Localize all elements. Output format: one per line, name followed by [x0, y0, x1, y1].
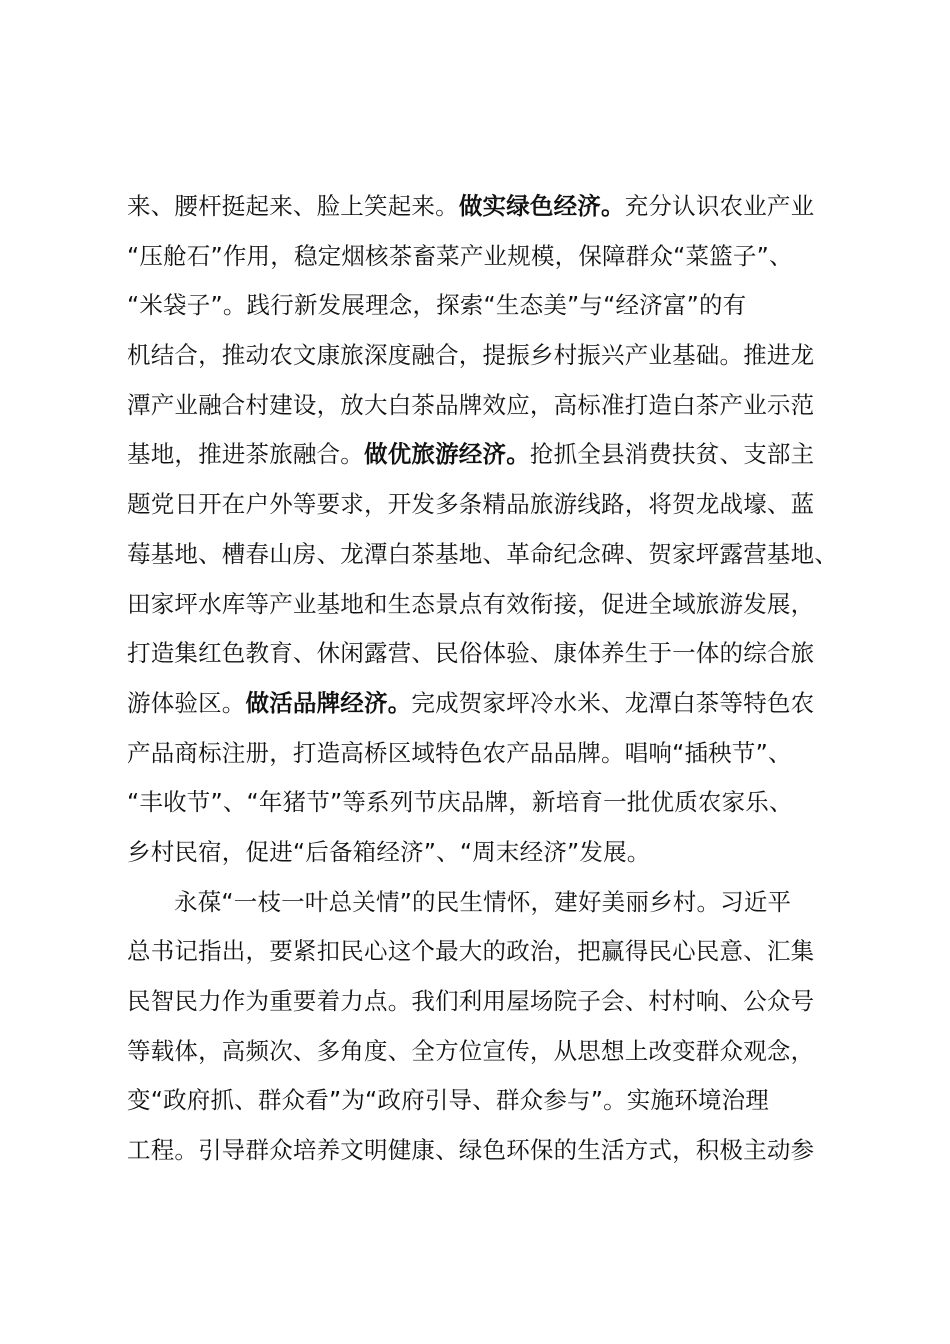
text-run: 潭产业融合村建设，放大白茶品牌效应，高标准打造白茶产业示范 [127, 390, 815, 419]
text-line [127, 828, 837, 878]
text-run: “压舱石”作用，稳定烟核茶畜菜产业规模，保障群众“菜篮子”、 [127, 241, 793, 270]
text-run: 田家坪水库等产业基地和生态景点有效衔接，促进全域旅游发展， [127, 589, 815, 618]
text-line [127, 430, 837, 480]
text-run: 完成贺家坪冷水米、龙潭白茶等特色农 [411, 688, 815, 717]
text-line [127, 580, 837, 630]
text-line [127, 530, 837, 580]
bold-heading-run: 做优旅游经济。 [364, 440, 530, 469]
text-line [127, 1027, 837, 1077]
text-line [127, 331, 837, 381]
text-run: “米袋子”。践行新发展理念，探索“生态美”与“经济富”的有 [127, 291, 747, 320]
text-run: 基地，推进茶旅融合。 [127, 440, 364, 469]
text-line [127, 977, 837, 1027]
text-line [127, 729, 837, 779]
text-line [127, 927, 837, 977]
text-line [127, 878, 837, 928]
text-run: 莓基地、槽春山房、龙潭白茶基地、革命纪念碑、贺家坪露营基地、 [127, 539, 838, 568]
text-run: 机结合，推动农文康旅深度融合，提振乡村振兴产业基础。推进龙 [127, 341, 815, 370]
text-line [127, 679, 837, 729]
text-run: 抢抓全县消费扶贫、支部主 [529, 440, 815, 469]
text-line [127, 232, 837, 282]
text-run: 等载体，高频次、多角度、全方位宣传，从思想上改变群众观念， [127, 1036, 815, 1065]
bold-heading-run: 做实绿色经济。 [458, 192, 625, 220]
text-line [127, 1076, 837, 1126]
text-run: 总书记指出，要紧扣民心这个最大的政治，把赢得民心民意、汇集 [127, 937, 815, 966]
text-run: 来、腰杆挺起来、脸上笑起来。 [127, 192, 459, 220]
text-run: 永葆“一枝一叶总关情”的民生情怀，建好美丽乡村。习近平 [174, 887, 792, 916]
text-run: 打造集红色教育、休闲露营、民俗体验、康体养生于一体的综合旅 [127, 639, 815, 668]
bold-heading-run: 做活品牌经济。 [245, 688, 412, 717]
text-line [127, 629, 837, 679]
text-run: 游体验区。 [127, 688, 246, 717]
text-line [127, 480, 837, 530]
text-line [127, 182, 837, 232]
text-run: 充分认识农业产业 [624, 192, 815, 220]
text-run: 乡村民宿，促进“后备箱经济”、“周末经济”发展。 [127, 837, 651, 866]
text-run: 变“政府抓、群众看”为“政府引导、群众参与”。实施环境治理 [127, 1086, 769, 1115]
text-run: 产品商标注册，打造高桥区域特色农产品品牌。唱响“插秧节”、 [127, 738, 792, 767]
text-run: “丰收节”、“年猪节”等系列节庆品牌，新培育一批优质农家乐、 [127, 788, 793, 817]
body-text [127, 182, 837, 1176]
text-line [127, 778, 837, 828]
text-line [127, 281, 837, 331]
text-line [127, 1126, 837, 1176]
text-run: 工程。引导群众培养文明健康、绿色环保的生活方式，积极主动参 [127, 1136, 815, 1165]
text-line [127, 381, 837, 431]
text-run: 民智民力作为重要着力点。我们利用屋场院子会、村村响、公众号 [127, 987, 815, 1015]
text-run: 题党日开在户外等要求，开发多条精品旅游线路，将贺龙战壕、蓝 [127, 490, 815, 519]
